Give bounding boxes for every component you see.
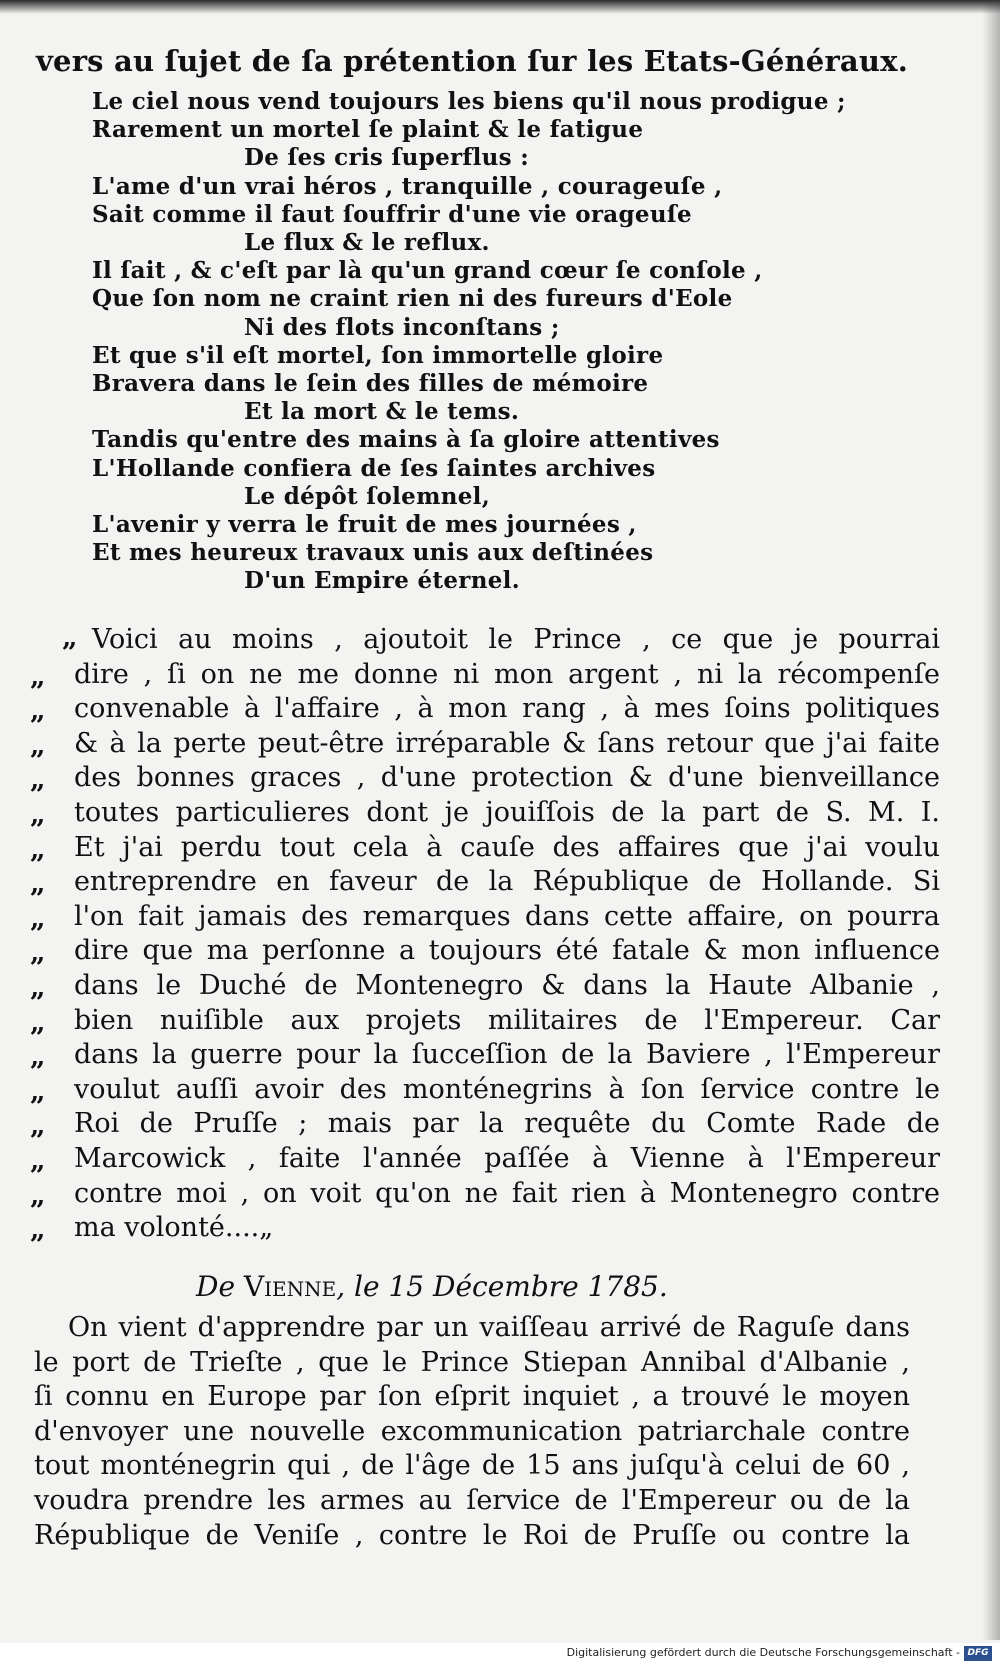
footer-credit: Digitalisierung gefördert durch die Deutsche Forschungsgemeinschaft - [566,1646,960,1659]
page-right-edge [982,0,1000,1640]
poem-line: L'ame d'un vrai héros , tranquille , courageuſe , [92,172,723,200]
quote-mark: „ [30,1075,46,1107]
dateline-prefix: De [196,1270,244,1303]
news-line: République de Veniſe , contre le Roi de Pruſſe ou contre la [34,1519,910,1551]
quote-line [30,726,940,762]
poem-line: Et que s'il eſt mortel, ſon immortelle gloire [92,341,664,369]
quote-mark: „ [30,1214,46,1246]
quote-mark: „ [30,937,46,969]
quote-line [30,933,940,969]
quote-line [30,968,940,1004]
quote-line [30,795,940,831]
poem-line: Ni des flots inconſtans ; [244,313,560,341]
news-line: le port de Trieſte , que le Prince Stiepan Annibal d'Albanie , [34,1346,910,1378]
poem-line: Sait comme il faut ſouffrir d'une vie orageuſe [92,200,692,228]
news-line: tout monténegrin qui , de l'âge de 15 ans juſqu'à celui de 60 , [34,1450,910,1482]
quote-mark: „ [30,799,46,830]
quote-text: ma volonté....„ [74,1212,274,1244]
poem-line: L'Hollande confiera de ſes ſaintes archives [92,454,656,482]
quote-line [30,864,940,900]
quote-mark: „ [30,902,46,934]
dateline-city: Vienne [243,1270,337,1303]
quote-text: dans la guerre pour la ſucceſſion de la Baviere , l'Empereur [74,1039,940,1071]
quote-text: des bonnes graces , d'une protection & d'une bienveillance [74,762,940,794]
quote-text: & à la perte peut-être irréparable & ſans retour que j'ai faite [74,727,940,759]
poem-line: Bravera dans le ſein des filles de mémoire [92,370,649,397]
footer-bar [0,1643,1000,1665]
quote-text: Et j'ai perdu tout cela à cauſe des affaires que j'ai voulu [74,831,940,863]
quote-line [30,622,940,658]
poem-line: Et la mort & le tems. [244,398,520,426]
dfg-logo-icon: DFG [964,1646,992,1661]
quote-text: dire , ſi on ne me donne ni mon argent , ni la récompenſe [74,658,940,690]
poem-line: Le dépôt ſolemnel, [244,482,491,510]
quote-line [30,1072,940,1108]
quote-mark: „ [30,833,46,865]
poem-line: Le flux & le reflux. [244,229,490,256]
poem-line: Que ſon nom ne craint rien ni des fureurs d'Eole [92,285,733,313]
heading-line: vers au ſujet de ſa prétention ſur les Etats-Généraux. [36,44,908,78]
quote-text: dans le Duché de Montenegro & dans la Haute Albanie , [74,970,940,1001]
poem-line: Rarement un mortel ſe plaint & le fatigue [92,116,644,144]
quote-text: entreprendre en faveur de la République de Hollande. Si [74,866,940,898]
poem-line: D'un Empire éternel. [244,567,520,595]
quote-mark: „ [30,1179,46,1211]
quote-line [30,760,940,796]
quote-line [30,1176,940,1212]
quote-line [30,1037,940,1073]
poem-line: L'avenir y verra le fruit de mes journées , [92,511,637,538]
poem-line: De ſes cris ſuperflus : [244,144,530,172]
quote-text: l'on fait jamais des remarques dans cette affaire, on pourra [74,900,940,932]
news-line: ſi connu en Europe par ſon eſprit inquiet , a trouvé le moyen [34,1381,910,1413]
poem-line: Il ſait , & c'eſt par là qu'un grand cœur ſe conſole , [92,257,763,285]
quote-text: voulut auſſi avoir des monténegrins à ſon ſervice contre le [74,1073,940,1105]
quote-text: Voici au moins , ajoutoit le Prince , ce que je pourrai [92,624,940,655]
poem-line: Le ciel nous vend toujours les biens qu'il nous prodigue ; [92,88,846,115]
quote-line [30,899,940,935]
quote-line [30,1106,940,1142]
quote-mark: „ [30,764,46,796]
quote-mark: „ [30,1041,46,1073]
dateline [196,1270,668,1303]
quote-mark: „ [30,1110,46,1142]
quote-mark: „ [30,1006,46,1038]
news-line: voudra prendre les armes au ſervice de l'Empereur ou de la [34,1485,910,1516]
news-line: d'envoyer une nouvelle excommunication patriarchale contre [34,1415,910,1447]
quote-mark: „ [30,1145,46,1176]
quote-line [30,1003,940,1039]
quote-mark: „ [62,622,78,653]
quote-text: toutes particulieres dont je jouiſſois de la part de S. M. I. [74,797,940,828]
quote-line [30,1141,940,1177]
quote-mark: „ [30,972,46,1003]
news-line: On vient d'apprendre par un vaiſſeau arrivé de Raguſe dans [68,1312,910,1343]
quote-mark: „ [30,868,46,900]
quote-line [30,1210,910,1246]
quote-line [30,691,940,727]
quote-text: Roi de Pruſſe ; mais par la requête du Comte Rade de [74,1108,940,1140]
poem-line: Tandis qu'entre des mains à ſa gloire attentives [92,426,720,454]
poem-line: Et mes heureux travaux unis aux deſtinées [92,539,654,567]
quote-text: dire que ma perſonne a toujours été fatale & mon influence [74,935,940,967]
quote-mark: „ [30,729,46,761]
dateline-suffix: , le 15 Décembre 1785. [336,1270,668,1303]
quote-line [30,657,940,693]
quote-mark: „ [30,695,46,727]
quote-text: Marcowick , faite l'année paſſée à Vienne à l'Empereur [74,1143,940,1174]
quote-mark: „ [30,660,46,692]
quote-line [30,830,940,866]
quote-text: bien nuiſible aux projets militaires de l'Empereur. Car [74,1004,940,1036]
quote-text: contre moi , on voit qu'on ne fait rien à Montenegro contre [74,1177,940,1209]
quote-text: convenable à l'affaire , à mon rang , à mes ſoins politiques [74,693,940,725]
page-top-shadow [0,0,1000,14]
